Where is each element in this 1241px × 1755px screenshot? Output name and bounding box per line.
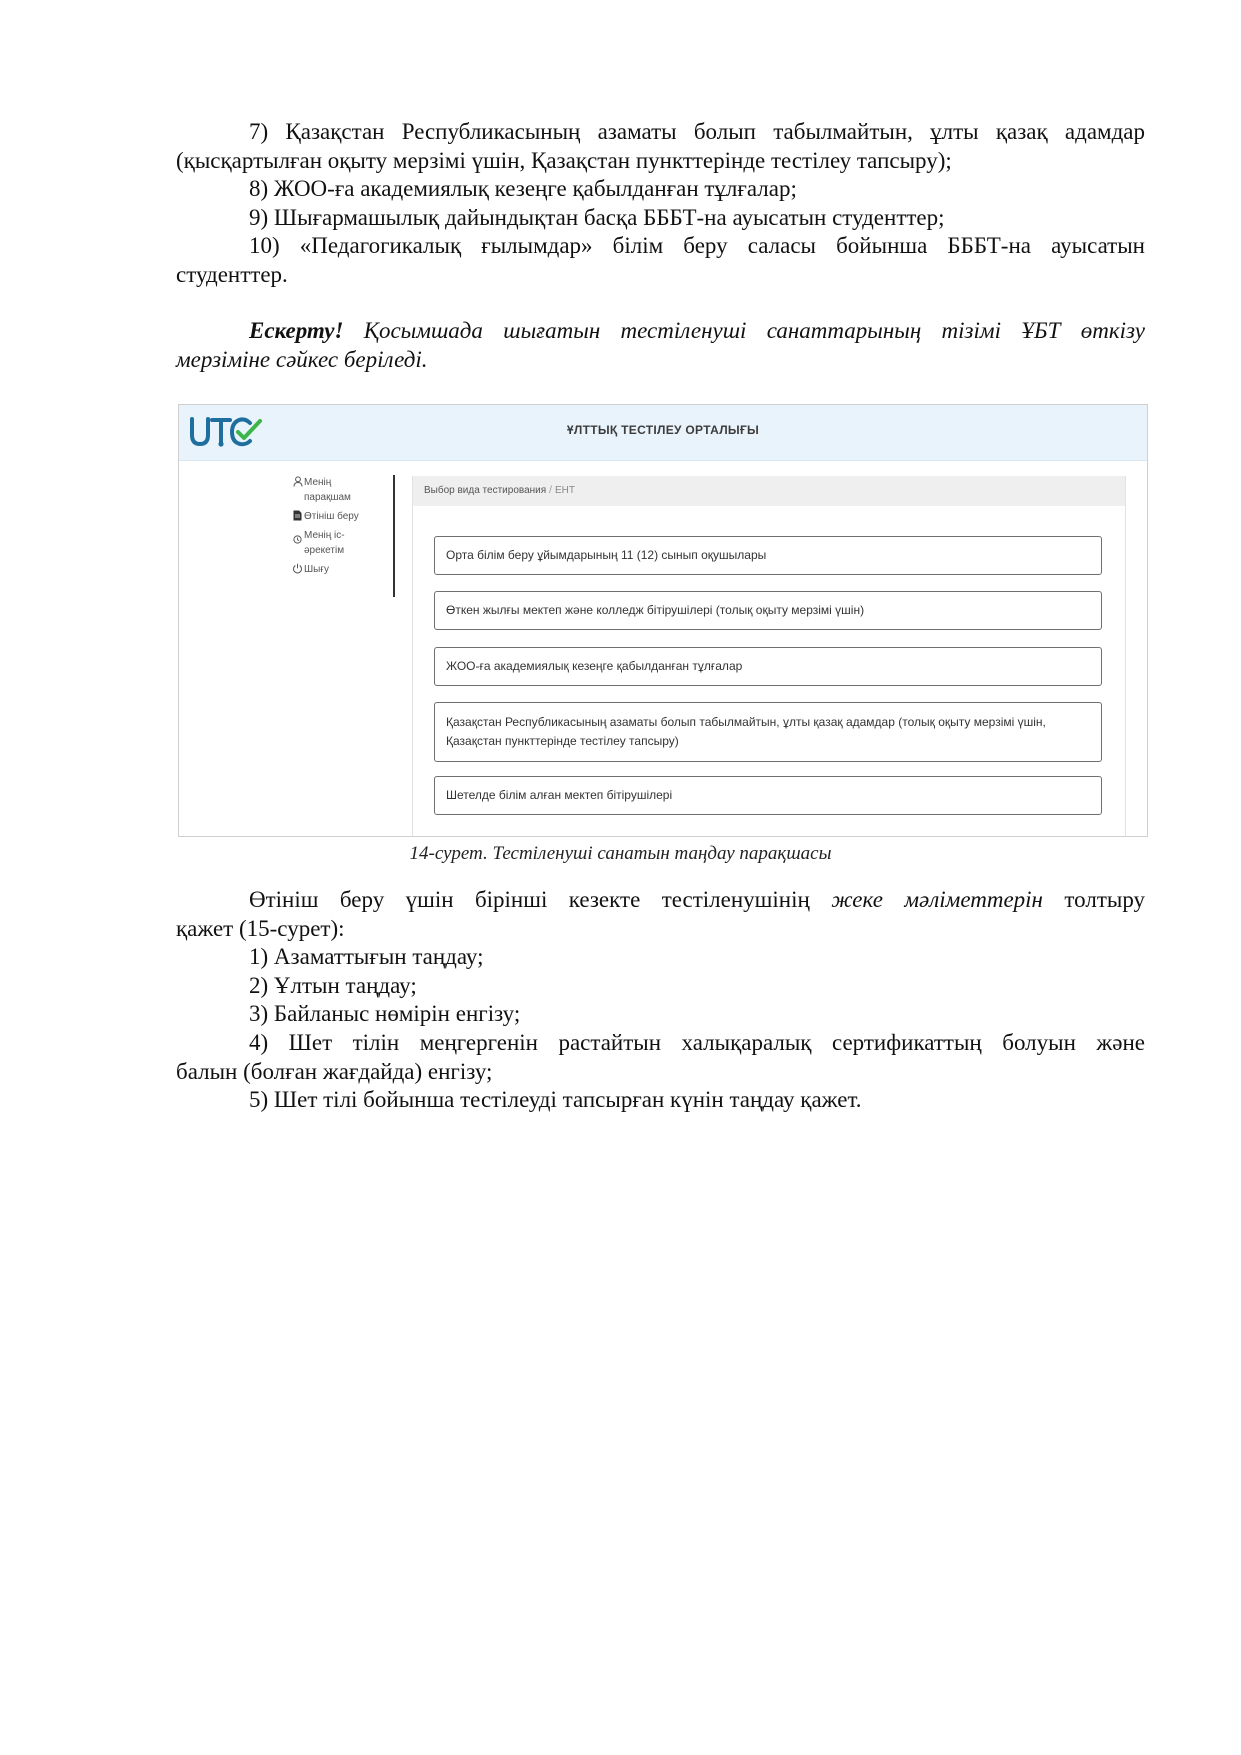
category-option-button[interactable]	[434, 591, 1102, 630]
list-item-8: 8) ЖОО-ға академиялық кезеңге қабылданған тұлғалар;	[249, 176, 797, 202]
main-panel	[412, 476, 1126, 836]
sidebar-item-label: Өтініш беру	[304, 511, 359, 522]
sidebar-item-my-actions[interactable]	[291, 528, 395, 558]
intro-italic: жеке мәліметтерін	[831, 887, 1043, 912]
category-option-button[interactable]	[434, 702, 1102, 762]
note-line1	[176, 317, 1145, 346]
list-item-7-line1: 7) Қазақстан Республикасының азаматы болып табылмайтын, ұлты қазақ адамдар	[249, 119, 1145, 144]
category-option-button[interactable]	[434, 536, 1102, 575]
sidebar-item-my-page[interactable]	[291, 475, 395, 505]
step-2: 2) Ұлтын таңдау;	[249, 972, 417, 998]
intro-line1	[176, 886, 1145, 915]
note-paragraph	[176, 317, 1145, 374]
category-option-button[interactable]	[434, 776, 1102, 815]
category-option-label: Қазақстан Республикасының азаматы болып табылмайтын, ұлты қазақ адамдар (толық оқыту мерзімі үшін, Қазақстан пункттерінде тестілеу тапсыру)	[446, 715, 1046, 748]
note-text-line1: Қосымшада шығатын тестіленуші санаттарының тізімі ҰБТ өткізу	[343, 318, 1145, 343]
intro-line2: қажет (15-сурет):	[176, 915, 345, 941]
note-label: Ескерту!	[249, 318, 344, 343]
sidebar-item-logout[interactable]	[291, 562, 395, 577]
document-icon	[291, 509, 304, 521]
sidebar-divider	[393, 475, 395, 597]
step-4-line1: 4) Шет тілін меңгергенін растайтын халықаралық сертификаттың болуын және	[249, 1029, 1145, 1055]
sidebar-item-label: Менің парақшам	[304, 477, 351, 503]
category-option-button[interactable]	[434, 647, 1102, 686]
sidebar-item-label: Менің іс-әрекетім	[304, 530, 345, 556]
breadcrumb-separator: /	[549, 485, 552, 496]
step-3: 3) Байланыс нөмірін енгізу;	[249, 1001, 521, 1027]
category-option-label: Өткен жылғы мектеп және колледж бітірушілері (толық оқыту мерзімі үшін)	[446, 603, 865, 617]
category-option-label: Шетелде білім алған мектеп бітірушілері	[446, 788, 673, 802]
figure-caption: 14-сурет. Тестіленуші санатын таңдау парақшасы	[409, 843, 832, 864]
intro-part1: Өтініш беру үшін бірінші кезекте тестіленушінің	[249, 887, 832, 912]
user-icon	[291, 475, 304, 487]
note-text-line2: мерзіміне сәйкес беріледі.	[176, 346, 428, 372]
list-item-10-line1: 10) «Педагогикалық ғылымдар» білім беру саласы бойынша БББТ-на ауысатын	[249, 233, 1145, 259]
sidebar-item-apply[interactable]	[291, 509, 395, 524]
step-1: 1) Азаматтығын таңдау;	[249, 944, 484, 970]
power-icon	[291, 562, 304, 574]
app-header-title: ҰЛТТЫҚ ТЕСТІЛЕУ ОРТАЛЫҒЫ	[566, 423, 760, 437]
bottom-section	[176, 886, 1145, 1115]
history-icon	[291, 528, 304, 544]
breadcrumb-current: ЕНТ	[554, 485, 575, 496]
list-item-9: 9) Шығармашылық дайындықтан басқа БББТ-на ауысатын студенттер;	[249, 204, 945, 230]
app-header	[179, 405, 1147, 461]
breadcrumb-parent-link[interactable]: Выбор вида тестирования	[424, 485, 547, 496]
top-list-section	[176, 118, 1145, 290]
step-4-line2: балын (болған жағдайда) енгізу;	[176, 1058, 493, 1084]
breadcrumb	[413, 476, 1125, 506]
figure-screenshot	[178, 404, 1148, 837]
category-option-label: ЖОО-ға академиялық кезеңге қабылданған тұлғалар	[446, 659, 743, 673]
intro-part2: толтыру	[1042, 887, 1146, 912]
list-item-10-line2: студенттер.	[176, 261, 288, 287]
sidebar-item-label: Шығу	[304, 564, 329, 575]
list-item-7-line2: (қысқартылған оқыту мерзімі үшін, Қазақстан пункттерінде тестілеу тапсыру);	[176, 147, 952, 173]
category-option-label: Орта білім беру ұйымдарының 11 (12) сынып оқушылары	[446, 548, 767, 562]
step-5: 5) Шет тілі бойынша тестілеуді тапсырған күнін таңдау қажет.	[249, 1087, 862, 1113]
sidebar	[291, 475, 395, 581]
